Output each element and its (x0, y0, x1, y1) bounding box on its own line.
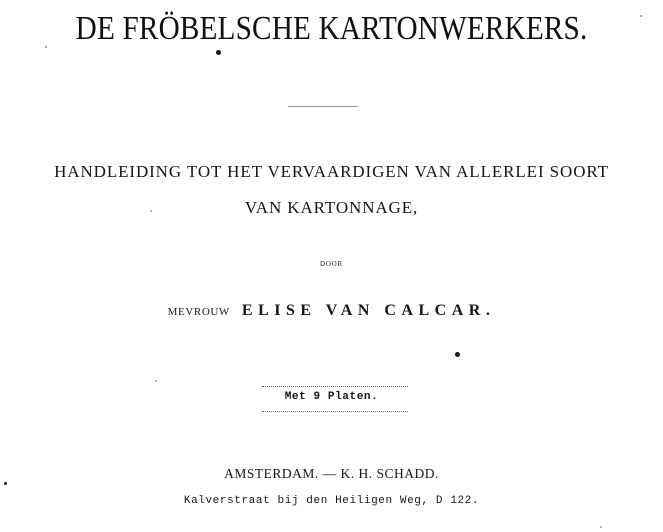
book-title: DE FRÖBELSCHE KARTONWERKERS. (75, 10, 588, 47)
subtitle-line-2: VAN KARTONNAGE, (244, 198, 419, 217)
publisher-line: AMSTERDAM. — K. H. SCHADD. (224, 466, 439, 481)
ink-speck (45, 46, 47, 48)
ink-speck (455, 352, 460, 357)
title-divider (288, 106, 358, 107)
ink-speck (155, 380, 157, 382)
door-label: DOOR (319, 260, 344, 268)
subtitle-line-1: HANDLEIDING TOT HET VERVAARDIGEN VAN ALLERLEI SOORT (54, 162, 609, 181)
author-prefix: MEVROUW (167, 306, 230, 318)
author-name: ELISE VAN CALCAR. (241, 302, 496, 319)
ink-speck (216, 50, 221, 55)
address-line: Kalverstraat bij den Heiligen Weg, D 122. (183, 495, 480, 507)
plates-note: Met 9 Platen. (284, 391, 379, 403)
ink-speck (4, 482, 7, 485)
ink-speck (150, 210, 152, 212)
ink-speck (640, 15, 642, 17)
ink-speck (600, 526, 602, 528)
author-line (0, 302, 663, 320)
